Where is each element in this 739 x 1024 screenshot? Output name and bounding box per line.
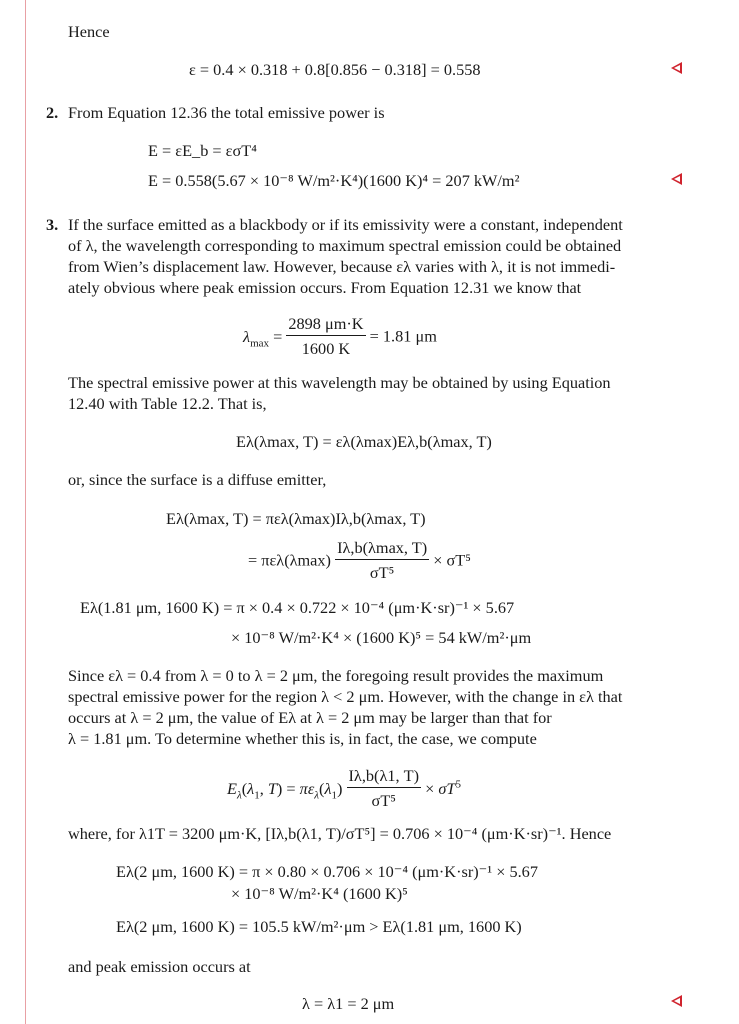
item-3-line-1: If the surface emitted as a blackbody or if its emissivity were a constant, independent	[68, 215, 623, 234]
emissive-power-value: E = 0.558(5.67 × 10⁻⁸ W/m²·K⁴)(1600 K)⁴ = 207 kW/m²	[148, 171, 520, 190]
where-text: where, for λ1T = 3200 μm·K, [Iλ,b(λ1, T)/σT⁵] = 0.706 × 10⁻⁴ (μm·K·sr)⁻¹. Hence	[68, 824, 612, 843]
lambda1-numerator: Iλ,b(λ1, T)	[347, 765, 422, 788]
spectral-paragraph-line-2: 12.40 with Table 12.2. That is,	[68, 394, 267, 413]
item-3-line-2: of λ, the wavelength corresponding to maximum spectral emission could be obtained	[68, 236, 622, 255]
spectral-value-line-1: Eλ(1.81 μm, 1600 K) = π × 0.4 × 0.722 × 10⁻⁴ (μm·K·sr)⁻¹ × 5.67	[80, 598, 515, 617]
item-3-line-3: from Wien’s displacement law. However, because ελ varies with λ, it is not immedi-	[68, 257, 616, 276]
since-paragraph-line-1: Since ελ = 0.4 from λ = 0 to λ = 2 μm, the foregoing result provides the maximum	[68, 666, 604, 685]
since-paragraph-line-4: λ = 1.81 μm. To determine whether this is, in fact, the case, we compute	[68, 729, 537, 748]
end-of-step-marker-icon	[671, 995, 682, 1007]
emissive-power-definition: E = εE_b = εσT⁴	[148, 141, 257, 160]
since-paragraph-line-2: spectral emissive power for the region λ < 2 μm. However, with the change in ελ that	[68, 687, 623, 706]
diffuse-equation-line-1: Eλ(λmax, T) = πελ(λmax)Iλ,b(λmax, T)	[166, 509, 426, 528]
diffuse-equation-fraction	[335, 537, 429, 583]
lambda-max-result: = 1.81 μm	[369, 326, 437, 346]
two-micron-line-1: Eλ(2 μm, 1600 K) = π × 0.80 × 0.706 × 10⁻⁴ (μm·K·sr)⁻¹ × 5.67	[116, 862, 538, 881]
item-3-line-4: ately obvious where peak emission occurs. From Equation 12.31 we know that	[68, 278, 582, 297]
final-lambda-equation: λ = λ1 = 2 μm	[302, 994, 395, 1013]
spectral-paragraph-line-1: The spectral emissive power at this wavelength may be obtained by using Equation	[68, 373, 611, 392]
margin-rule	[25, 0, 26, 1024]
diffuse-emitter-text: or, since the surface is a diffuse emitter,	[68, 470, 327, 489]
diffuse-equation-line-2	[248, 537, 471, 583]
lambda1-equation: $E_\lambda(\lambda_1$, $T) = \pi\varepsilon_\lambda(\lambda_1)$ $\frac{I\lambda,b(\lambda 1, T)}{\text{σT⁵}}$ × $\sigma T^5$	[227, 766, 461, 810]
diffuse-equation-numerator: Iλ,b(λmax, T)	[335, 537, 429, 560]
lambda1-fraction	[347, 765, 422, 811]
epsilon-equation: ε = 0.4 × 0.318 + 0.8[0.856 − 0.318] = 0.558	[189, 60, 481, 79]
hence-label: Hence	[68, 22, 110, 41]
lambda-max-numerator: 2898 μm·K	[286, 313, 365, 336]
item-2-number: 2.	[46, 103, 59, 122]
lambda1-denominator: σT⁵	[371, 791, 396, 810]
end-of-step-marker-icon	[671, 62, 682, 74]
lambda-max-fraction	[286, 313, 365, 359]
diffuse-equation-denominator: σT⁵	[369, 563, 395, 582]
item-2-text: From Equation 12.36 the total emissive power is	[68, 103, 385, 122]
two-micron-line-2: × 10⁻⁸ W/m²·K⁴ (1600 K)⁵	[231, 884, 408, 903]
lambda-max-denominator: 1600 K	[301, 339, 351, 358]
spectral-value-line-2: × 10⁻⁸ W/m²·K⁴ × (1600 K)⁵ = 54 kW/m²·μm	[231, 628, 532, 647]
item-3-number: 3.	[46, 215, 59, 234]
diffuse-equation-prefix: = πελ(λmax)	[248, 550, 331, 570]
diffuse-equation-suffix: × σT⁵	[433, 550, 471, 570]
lambda-max-equation: $\lambda_{max}$ = $\frac{2898 \mu m\cdot K}{1600 K}$ = 1.81 μm	[243, 314, 437, 358]
spectral-emissive-equation: Eλ(λmax, T) = ελ(λmax)Eλ,b(λmax, T)	[236, 432, 492, 451]
two-micron-line-3: Eλ(2 μm, 1600 K) = 105.5 kW/m²·μm > Eλ(1.81 μm, 1600 K)	[116, 917, 522, 936]
peak-emission-text: and peak emission occurs at	[68, 957, 251, 976]
since-paragraph-line-3: occurs at λ = 2 μm, the value of Eλ at λ = 2 μm may be larger than that for	[68, 708, 552, 727]
end-of-step-marker-icon	[671, 173, 682, 185]
